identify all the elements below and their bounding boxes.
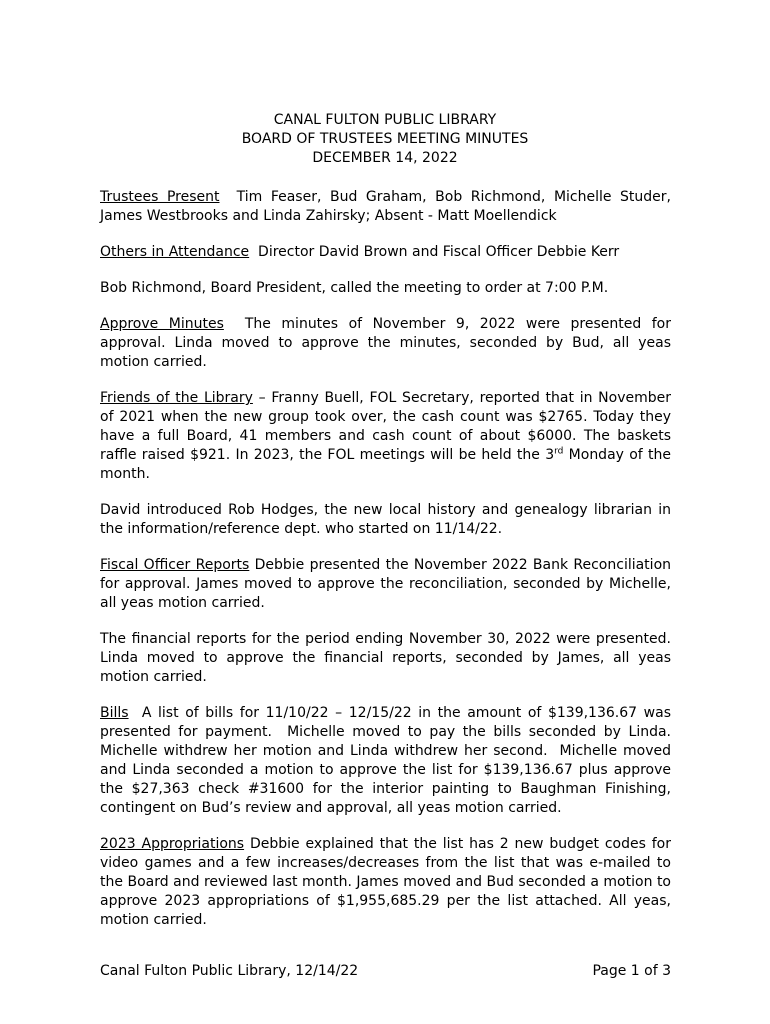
friends-library-text: – Franny Buell, FOL Secretary, reported that in November of 2021 when the new group took over, the cash count was $2765. Today they have a full Board, 41 members and cash count of about $6000. The baskets raffle raised $921. In 2023, the FOL meetings will be held the 3 <box>100 390 671 463</box>
trustees-present-paragraph <box>100 188 676 226</box>
call-to-order-text: Bob Richmond, Board President, called the meeting to order at 7:00 P.M. <box>100 280 609 296</box>
friends-library-paragraph <box>100 389 671 484</box>
fiscal-reports-label: Fiscal Officer Reports <box>100 557 250 573</box>
appropriations-paragraph <box>100 835 671 930</box>
ordinal-suffix: rd <box>554 446 564 457</box>
meeting-date: DECEMBER 14, 2022 <box>312 150 458 166</box>
bills-text: A list of bills for 11/10/22 – 12/15/22 in the amount of $139,136.67 was presented for payment. Michelle moved to pay the bills seconded by Linda. Michelle withdrew her motion and Linda withdrew her second. Michelle moved and Linda seconded a motion to approve the list for $139,136.67 plus approve the $27,363 check #31600 for the interior painting to Baughman Finishing, contingent on Bud’s review and approval, all yeas motion carried. <box>100 705 680 816</box>
approve-minutes-paragraph <box>100 315 676 372</box>
approve-minutes-text: The minutes of November 9, 2022 were presented for approval. Linda moved to approve the minutes, seconded by Bud, all yeas motion carried. <box>100 316 676 370</box>
call-to-order-paragraph <box>100 279 671 298</box>
trustees-present-text: Tim Feaser, Bud Graham, Bob Richmond, Michelle Studer, James Westbrooks and Linda Zahirsky; Absent - Matt Moellendick <box>100 189 676 224</box>
others-attendance-paragraph <box>100 243 671 262</box>
appropriations-label: 2023 Appropriations <box>100 836 245 852</box>
bills-paragraph <box>100 704 680 818</box>
trustees-present-label: Trustees Present <box>100 189 220 205</box>
page-number: Page 1 of 3 <box>592 963 671 979</box>
library-name: CANAL FULTON PUBLIC LIBRARY <box>273 112 497 128</box>
introduction-text: David introduced Rob Hodges, the new local history and genealogy librarian in the information/reference dept. who started on 11/14/22. <box>100 502 671 537</box>
appropriations-text: Debbie explained that the list has 2 new budget codes for video games and a few increases/decreases from the list that was e-mailed to the Board and reviewed last month. James moved and Bud seconded a motion to approve 2023 appropriations of $1,955,685.29 per the list attached. All yeas, motion carried. <box>100 836 671 928</box>
others-attendance-text: Director David Brown and Fiscal Officer Debbie Kerr <box>249 244 620 260</box>
document-header <box>100 111 670 168</box>
others-attendance-label: Others in Attendance <box>100 244 250 260</box>
friends-library-label: Friends of the Library <box>100 390 253 406</box>
fiscal-reports-text: Debbie presented the November 2022 Bank Reconciliation for approval. James moved to approve the reconciliation, seconded by Michelle, all yeas motion carried. <box>100 557 672 611</box>
document-title: BOARD OF TRUSTEES MEETING MINUTES <box>241 131 529 147</box>
bills-label: Bills <box>100 705 129 721</box>
approve-minutes-label: Approve Minutes <box>100 316 224 332</box>
introduction-paragraph <box>100 501 671 539</box>
financial-reports-text: The financial reports for the period ending November 30, 2022 were presented. Linda moved to approve the financial reports, seconded by James, all yeas motion carried. <box>100 631 671 685</box>
footer-library-date: Canal Fulton Public Library, 12/14/22 <box>100 963 359 979</box>
financial-reports-paragraph <box>100 630 671 687</box>
friends-library-text-end: Monday of the month. <box>100 447 671 482</box>
fiscal-reports-paragraph <box>100 556 671 613</box>
minutes-body <box>100 188 680 947</box>
